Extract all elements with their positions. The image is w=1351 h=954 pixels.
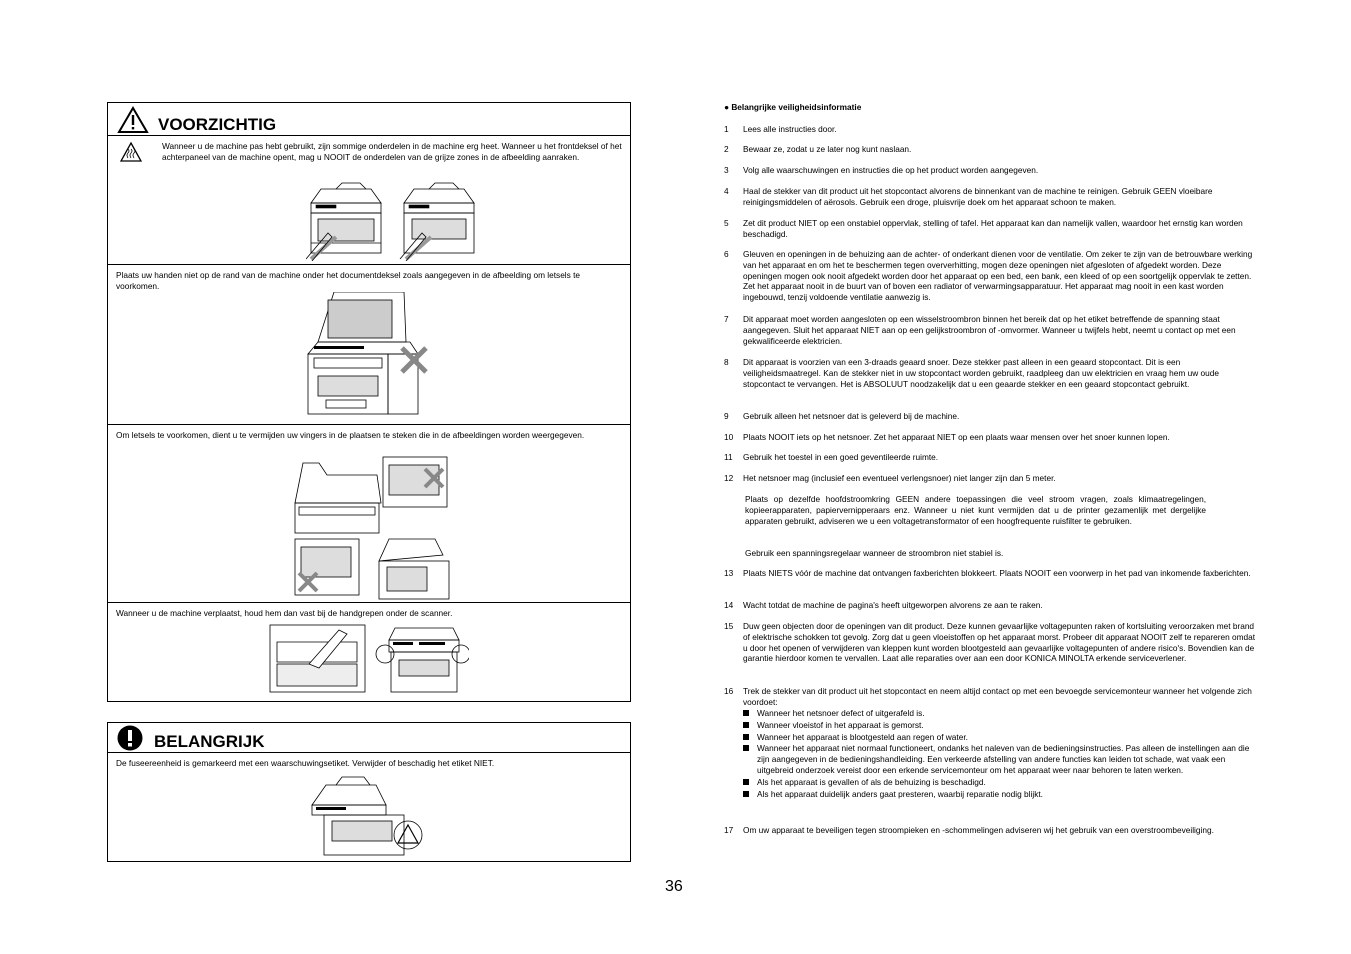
caution-text-carry: Wanneer u de machine verplaatst, houd hem dan vast bij de handgrepen onder de scanner.	[116, 608, 453, 618]
important-text: De fuseereenheid is gemarkeerd met een waarschuwingsetiket. Verwijder of beschadig het etiket NIET.	[116, 758, 495, 768]
bullet-square-icon	[743, 722, 749, 728]
safety-subitem: Wanneer het apparaat is blootgesteld aan regen of water.	[743, 732, 1256, 743]
safety-sublist	[743, 708, 1256, 800]
caution-text-fingers: Om letsels te voorkomen, dient u te vermijden uw vingers in de plaatsen te steken die in de afbeeldingen worden weergegeven.	[116, 430, 585, 440]
safety-note-voltage-regulator: Gebruik een spanningsregelaar wanneer de stroombron niet stabiel is.	[745, 548, 1004, 558]
safety-subitem: Wanneer het netsnoer defect of uitgerafeld is.	[743, 708, 1256, 719]
safety-item: 9 Gebruik alleen het netsnoer dat is geleverd bij de machine.	[724, 411, 960, 421]
safety-item: 11 Gebruik het toestel in een goed geventileerde ruimte.	[724, 452, 939, 462]
safety-item: 5 Zet dit product NIET op een onstabiel oppervlak, stelling of tafel. Het apparaat kan dan namelijk vallen, waardoor het ernstig kan worden beschadigd.	[724, 218, 1243, 239]
hot-surface-icon	[120, 142, 142, 162]
important-header	[108, 723, 630, 753]
caution-section-fingers	[108, 425, 630, 603]
caution-section-scanner-edge	[108, 265, 630, 425]
caution-section-carry	[108, 603, 630, 702]
safety-item: 8 Dit apparaat is voorzien van een 3-draads geaard snoer. Deze stekker past alleen in een geaard stopcontact. Dit is een veiligheidsmaatregel. Kan de stekker niet in uw stopcontact worden gebruikt, raadpleeg dan uw elektricien en vraag hem uw oude stopcontact te vervangen. Het is ABSOLUUT noodzakelijk dat u een geaarde stekker en een geaard stopcontact gebruikt.	[724, 357, 1219, 389]
bullet-square-icon	[743, 710, 749, 716]
exclamation-icon	[116, 725, 144, 751]
safety-item: 10 Plaats NOOIT iets op het netsnoer. Zet het apparaat NIET op een plaats waar mensen over het snoer kunnen lopen.	[724, 432, 1170, 442]
safety-item: 6 Gleuven en openingen in de behuizing aan de achter- of onderkant dienen voor de ventilatie. Om zeker te zijn van de betrouwbare werking van het apparaat en om het te beschermen tegen oververhitting, mogen deze openingen niet afgesloten of afgedekt worden. Deze openingen mogen ook nooit afgedekt worden door het apparaat op een bed, een bank, een kleed of op een soortgelijk oppervlak te zetten. Zet het apparaat nooit in de buurt van of boven een radiator of verwarmingsapparatuur. Het apparaat mag nooit in een kast worden ingebouwd, tenzij voldoende ventilatie aanwezig is.	[724, 249, 1253, 303]
carry-handles-illustration	[269, 624, 469, 694]
safety-item: 17 Om uw apparaat te beveiligen tegen stroompieken en -schommelingen adviseren wij het gebruik van een overstroombeveiliging.	[724, 825, 1214, 835]
caution-text-hot: Wanneer u de machine pas hebt gebruikt, zijn sommige onderdelen in de machine erg heet. Wanneer u het frontdeksel of het achterpaneel van de machine opent, mag u NOOIT de onderdelen van de grijze zones in de afbeelding aanraken.	[162, 141, 622, 162]
safety-item: 2 Bewaar ze, zodat u ze later nog kunt naslaan.	[724, 144, 912, 154]
caution-box	[107, 102, 631, 702]
safety-subitem: Wanneer het apparaat niet normaal functioneert, ondanks het naleven van de bedieningsinstructies. Pas alleen de instellingen aan die zijn aangegeven in de bedieningshandleiding. Een verkeerde afstelling van andere functies kan leiden tot schade, wat vaak een uitgebreid onderzoek vereist door een erkende servicemonteur om het apparaat weer naar behoren te laten werken.	[743, 743, 1256, 775]
left-column	[107, 102, 631, 702]
fuser-label-illustration	[310, 775, 440, 857]
scanner-edge-illustration	[306, 292, 436, 418]
caution-section-hot	[108, 136, 630, 265]
caution-title: VOORZICHTIG	[158, 115, 277, 134]
safety-note-power-circuit: Plaats op dezelfde hoofdstroomkring GEEN andere toepassingen die veel stroom vragen, zoals klimaatregelingen, kopieerapparaten, papiervernipperaars enz. Wanneer u niet kunt vermijden dat u de printer gezamenlijk met dergelijke apparaten gebruikt, adviseren we u een voltagetransformator of een hoogfrequente ruisfilter te gebruiken.	[745, 494, 1206, 526]
safety-item: 13 Plaats NIETS vóór de machine dat ontvangen faxberichten blokkeert. Plaats NOOIT een voorwerp in het pad van inkomende faxberichten.	[724, 568, 1251, 578]
finger-hazard-illustration	[293, 455, 453, 600]
caution-header	[108, 103, 630, 136]
bullet-square-icon	[743, 734, 749, 740]
safety-item: 16 Trek de stekker van dit product uit het stopcontact en neem altijd contact op met een bevoegde servicemonteur wanneer het volgende zich voordoet:	[724, 686, 1252, 707]
page-number: 36	[665, 878, 683, 895]
hot-parts-illustration	[306, 181, 484, 261]
safety-item: 4 Haal de stekker van dit product uit het stopcontact alvorens de binnenkant van de machine te reinigen. Gebruik GEEN vloeibare reinigingsmiddelen of aërosols. Gebruik een droge, pluisvrije doek om het apparaat schoon te maken.	[724, 186, 1213, 207]
bullet-square-icon	[743, 745, 749, 751]
safety-subitem: Als het apparaat duidelijk anders gaat presteren, waarbij reparatie nodig blijkt.	[743, 789, 1256, 800]
safety-item: 7 Dit apparaat moet worden aangesloten op een wisselstroombron binnen het bereik dat op het etiket betreffende de spanning staat aangegeven. Sluit het apparaat NIET aan op een gelijkstroombron of -omvormer. Wanneer u twijfels hebt, neemt u contact op met een gekwalificeerde elektricien.	[724, 314, 1236, 346]
safety-item: 1 Lees alle instructies door.	[724, 124, 837, 134]
warning-triangle-icon	[117, 106, 149, 134]
safety-item: 12 Het netsnoer mag (inclusief een eventueel verlengsnoer) niet langer zijn dan 5 meter.	[724, 473, 1056, 483]
safety-item: 3 Volg alle waarschuwingen en instructies die op het product worden aangegeven.	[724, 165, 1039, 175]
safety-item: 14 Wacht totdat de machine de pagina's heeft uitgeworpen alvorens ze aan te raken.	[724, 600, 1043, 610]
safety-subitem: Als het apparaat is gevallen of als de behuizing is beschadigd.	[743, 777, 1256, 788]
bullet-square-icon	[743, 791, 749, 797]
safety-subitem: Wanneer vloeistof in het apparaat is gemorst.	[743, 720, 1256, 731]
important-box	[107, 722, 631, 862]
bullet-square-icon	[743, 779, 749, 785]
safety-heading: ● Belangrijke veiligheidsinformatie	[724, 102, 862, 112]
caution-text-scanner-edge: Plaats uw handen niet op de rand van de machine onder het documentdeksel zoals aangegeven in de afbeelding om letsels te voorkomen.	[116, 270, 581, 291]
important-title: BELANGRIJK	[154, 732, 265, 751]
safety-item: 15 Duw geen objecten door de openingen van dit product. Deze kunnen gevaarlijke voltagepunten raken of kortsluiting veroorzaken met brand of elektrische schokken tot gevolg. Zorg dat u geen vloeistoffen op het apparaat morst. Probeer dit apparaat NOOIT zelf te repareren omdat u door het openen of verwijderen van kleppen kunt worden blootgesteld aan gevaarlijke voltagepunten of andere risico's. Bovendien kan de garantie hierdoor komen te vervallen. Laat alle reparaties over aan een door KONICA MINOLTA erkende serviceverlener.	[724, 621, 1256, 664]
